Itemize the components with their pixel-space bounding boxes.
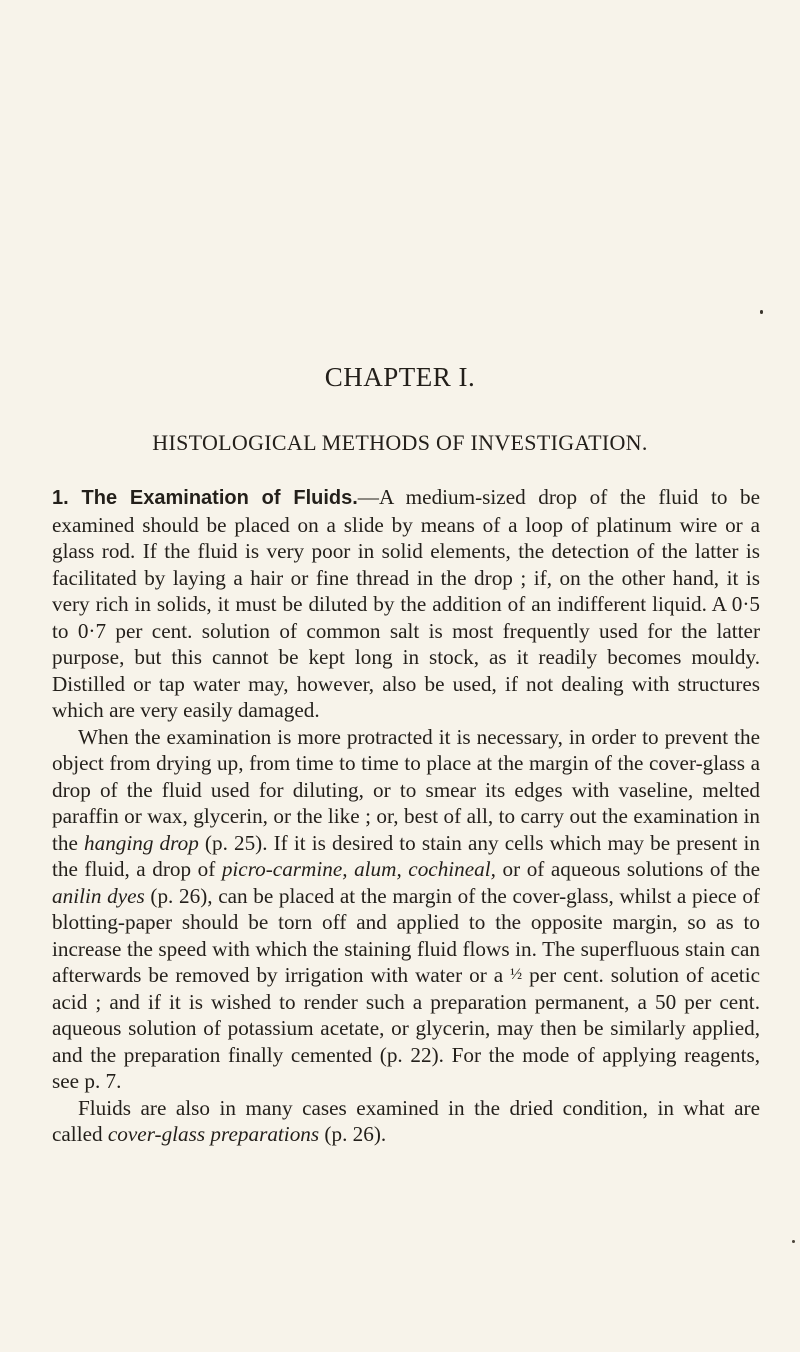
chapter-title: CHAPTER I. bbox=[324, 362, 476, 392]
body-text bbox=[52, 484, 760, 1148]
section-title: The Examination of Fluids. bbox=[81, 487, 358, 509]
paragraph-2 bbox=[52, 724, 760, 1095]
paragraph-2-text-e: per cent. solution of acetic acid ; and if it is wished to render such a preparation permanent, a 50 per cent. aqueous solution of potassium acetate, or glycerin, may then be similarly applied, and the preparation finally cemented (p. 22). For the mode of applying reagents, see p. 7. bbox=[52, 963, 760, 1093]
paragraph-1-text: —A medium-sized drop of the fluid to be examined should be placed on a slide by means of a loop of platinum wire or a glass rod. If the fluid is very poor in solid elements, the detection of the latter is facilitated by laying a hair or fine thread in the drop ; if, on the other hand, it is very rich in solids, it must be diluted by the addition of an indifferent liquid. A 0·5 to 0·7 per cent. solution of common salt is most frequently used for the latter purpose, but this cannot be kept long in stock, as it readily becomes mouldy. Distilled or tap water may, however, also be used, if not dealing with structures which are very easily damaged. bbox=[52, 485, 760, 722]
paragraph-2-text-d: (p. 26), can be placed at the margin of the cover-glass, whilst a piece of blotting-paper should be torn off and applied to the opposite margin, so as to increase the speed with which the staining fluid flows in. The superfluous stain can afterwards be removed by irrigation with water or a bbox=[52, 883, 760, 987]
term-anilin-dyes: anilin dyes bbox=[52, 883, 145, 908]
chapter-subtitle: HISTOLOGICAL METHODS OF INVESTIGATION. bbox=[152, 430, 648, 455]
paragraph-1 bbox=[52, 484, 760, 724]
term-stains: picro-carmine, alum, cochineal, bbox=[221, 857, 496, 881]
paragraph-3-text-a: Fluids are also in many cases examined in the dried condition, in what are called bbox=[52, 1095, 760, 1146]
paragraph-2-text-a: When the examination is more protracted it is necessary, in order to prevent the object from drying up, from time to time to place at the margin of the cover-glass a drop of the fluid used for diluting, or to smear its edges with vaseline, melted paraffin or wax, glycerin, or the like ; or, best of all, to carry out the examination in the bbox=[52, 724, 760, 855]
paragraph-2-text-b: (p. 25). If it is desired to stain any cells which may be present in the fluid, a drop of bbox=[52, 830, 760, 881]
fraction-half: ½ bbox=[510, 966, 523, 983]
paragraph-2-text-c: or of aqueous solutions of the bbox=[495, 857, 760, 881]
term-cover-glass-preparations: cover-glass preparations bbox=[107, 1122, 320, 1146]
section-number: 1. bbox=[52, 487, 69, 509]
paragraph-3-text-b: (p. 26). bbox=[319, 1122, 387, 1146]
paragraph-3 bbox=[52, 1095, 760, 1148]
section-heading bbox=[52, 487, 358, 509]
ink-speck bbox=[760, 310, 763, 314]
margin-mark bbox=[792, 1240, 795, 1243]
term-hanging-drop: hanging drop bbox=[84, 830, 199, 855]
